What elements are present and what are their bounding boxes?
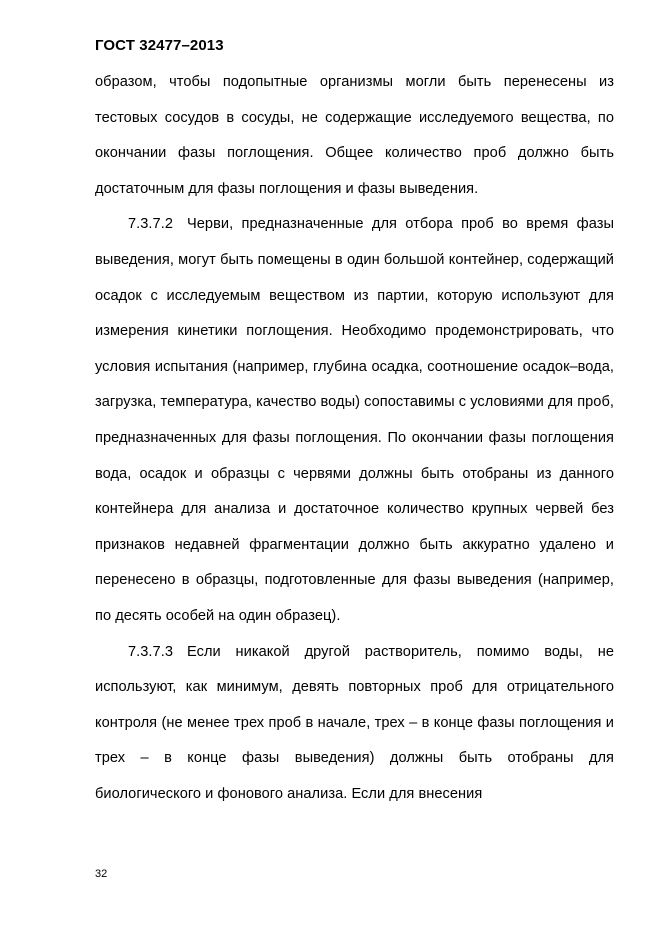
clause-number: 7.3.7.2 <box>128 216 173 233</box>
paragraph-text: образом, чтобы подопытные организмы могли быть перенесены из тестовых сосудов в сосуды, не содержащие исследуемого вещества, по окончании фазы поглощения. Общее количество проб должно быть достаточным для фазы поглощения и фазы выведения. <box>95 74 614 197</box>
clause-number: 7.3.7.3 <box>128 643 173 660</box>
paragraph-7-3-7-2 <box>95 207 614 634</box>
paragraph-text: Если никакой другой растворитель, помимо воды, не используют, как минимум, девять повторных проб для отрицательного контроля (не менее трех проб в начале, трех – в конце фазы поглощения и трех – в конце фазы выведения) должны быть отобраны для биологического и фонового анализа. Если для внесения <box>95 643 614 802</box>
page-number: 32 <box>95 868 108 880</box>
paragraph-text: Черви, предназначенные для отбора проб во время фазы выведения, могут быть помещены в один большой контейнер, содержащий осадок с исследуемым веществом из партии, которую используют для измерения кинетики поглощения. Необходимо продемонстрировать, что условия испытания (например, глубина осадка, соотношение осадок–вода, загрузка, температура, качество воды) сопоставимы с условиями для проб, предназначенных для фазы поглощения. По окончании фазы поглощения вода, осадок и образцы с червями должны быть отобраны из данного контейнера для анализа и достаточное количество крупных червей без признаков недавней фрагментации должно быть аккуратно удалено и перенесено в образцы, подготовленные для фазы выведения (например, по десять особей на один образец). <box>95 216 614 624</box>
paragraph-continuation <box>95 65 614 207</box>
document-header: ГОСТ 32477–2013 <box>95 37 224 54</box>
paragraph-7-3-7-3 <box>95 635 614 813</box>
document-body <box>95 65 614 812</box>
